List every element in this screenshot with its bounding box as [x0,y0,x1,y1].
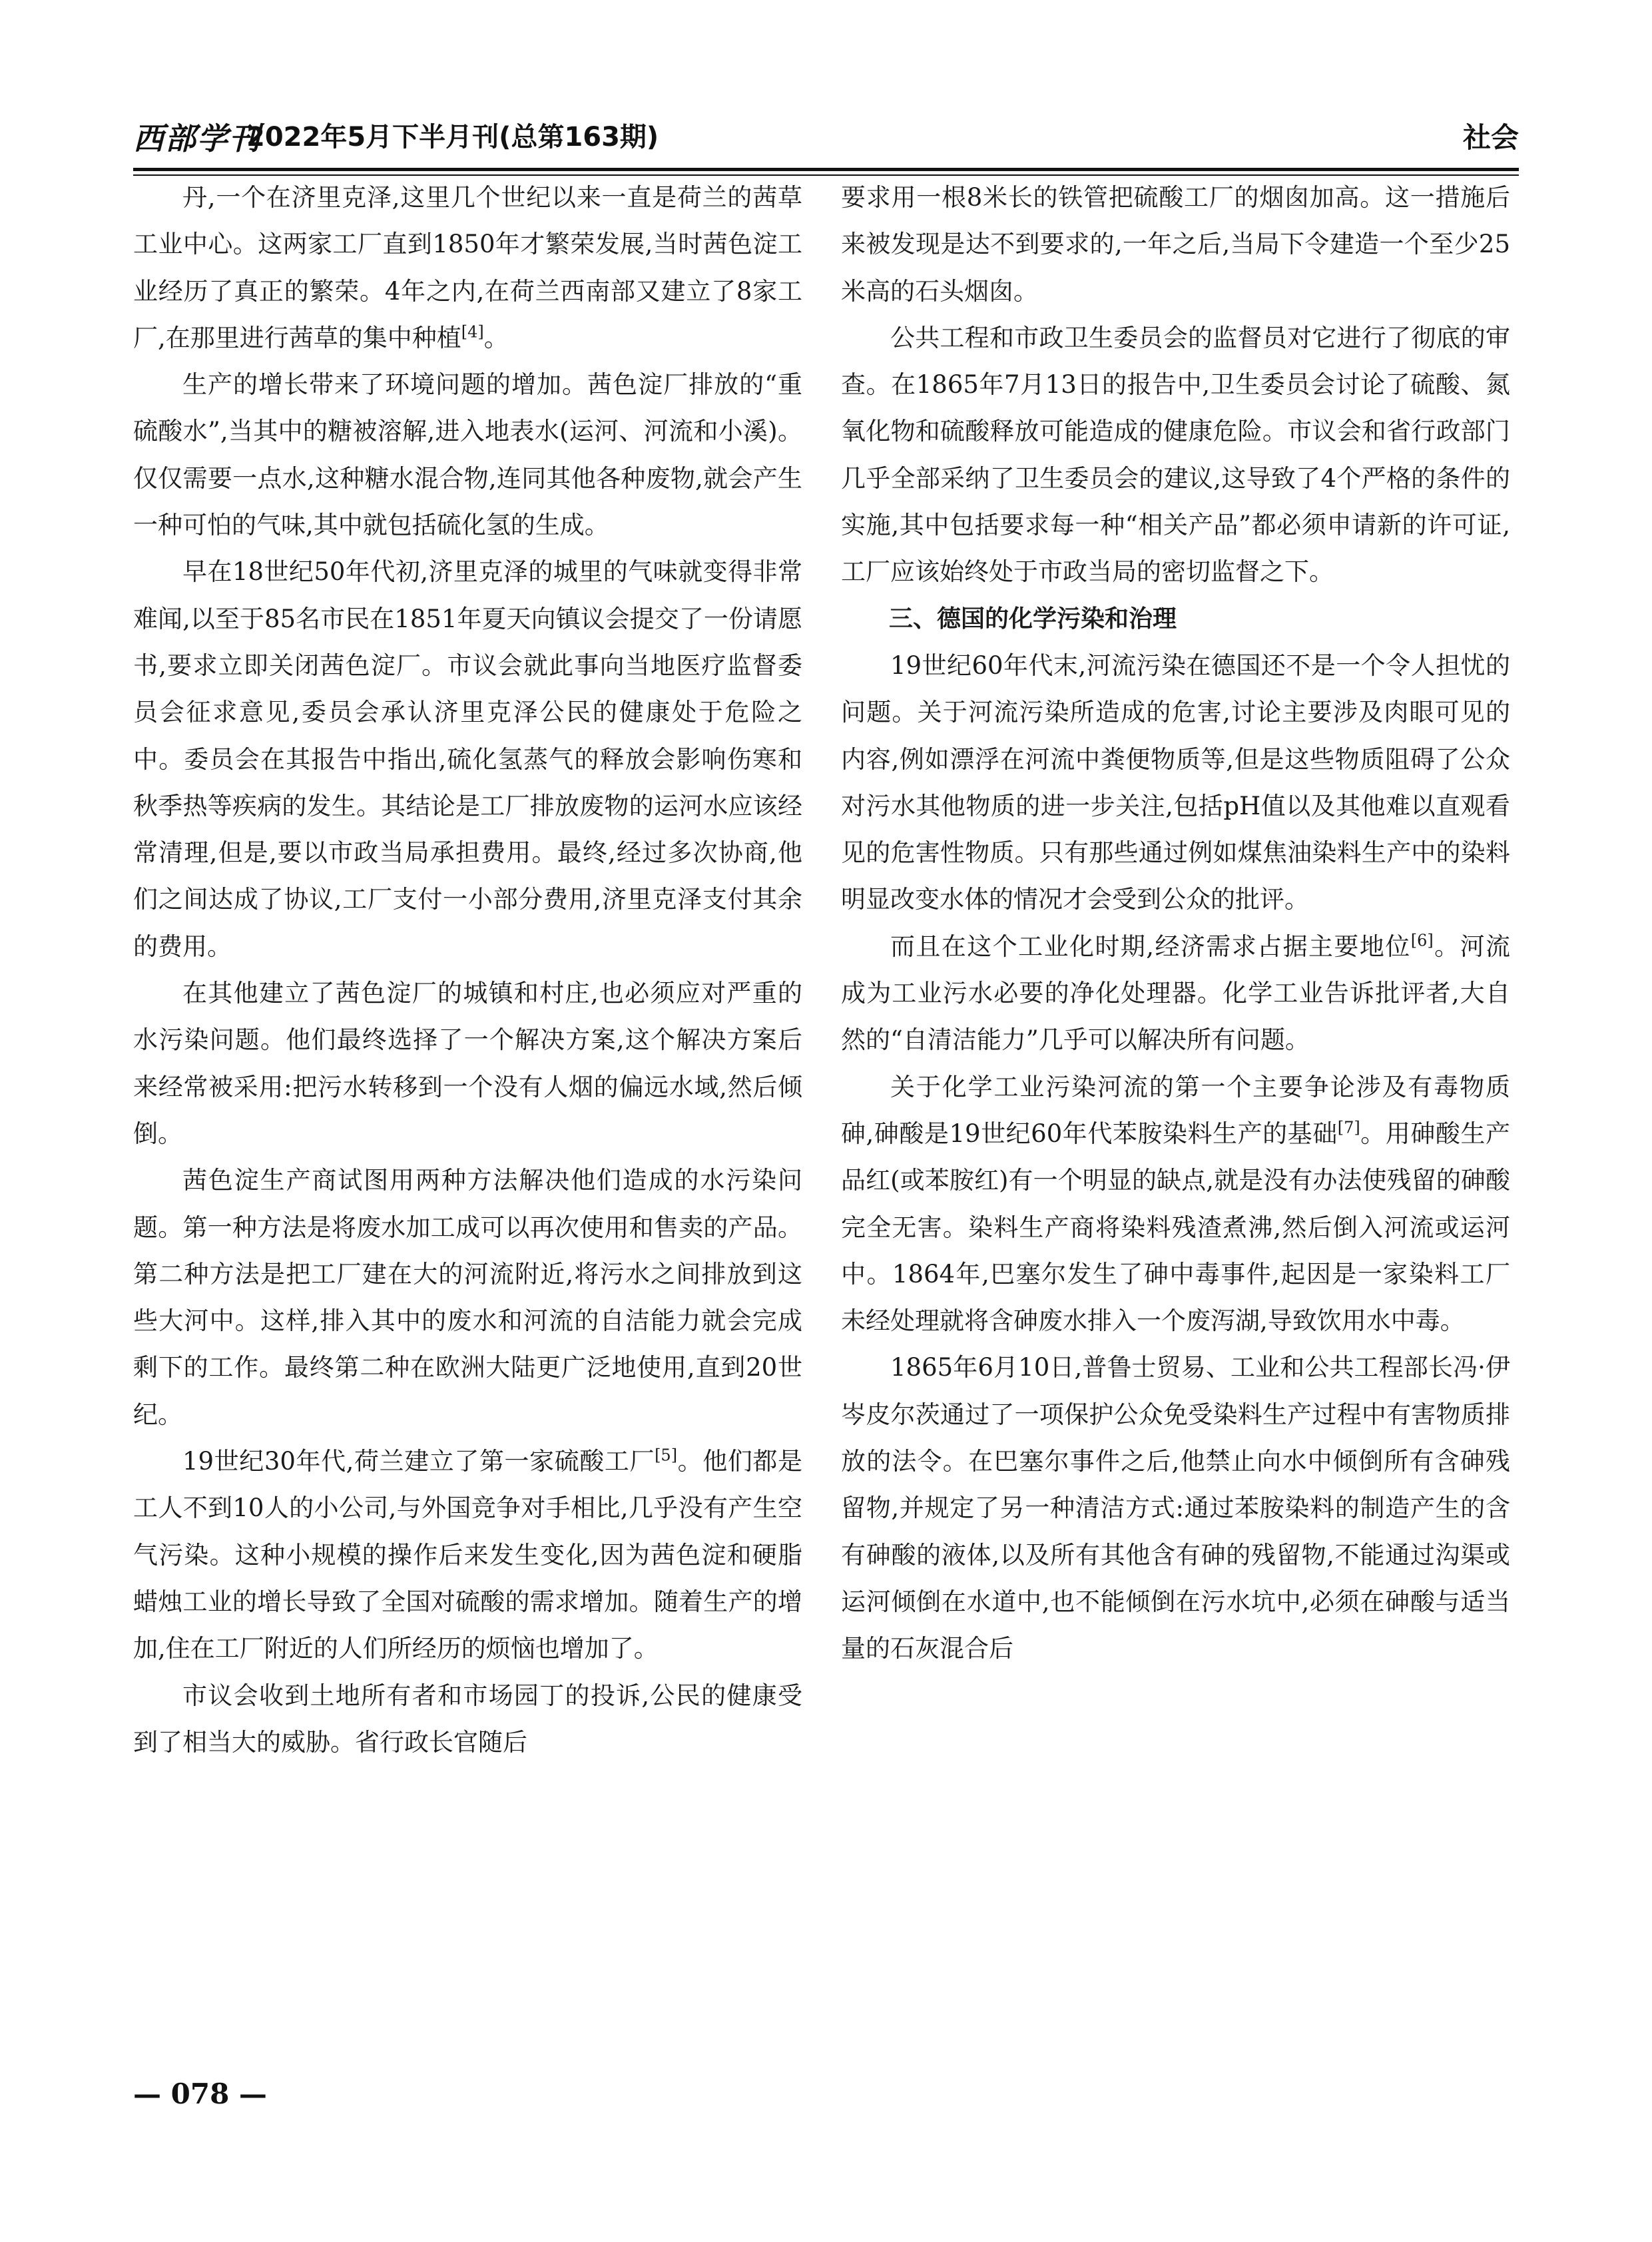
paragraph [841,1344,1510,1672]
paragraph-text-tail: 。他们都是工人不到10人的小公司,与外国竞争对手相比,几乎没有产生空气污染。这种小规模的操作后来发生变化,因为茜色淀和硬脂蜡烛工业的增长导致了全国对硫酸的需求增加。随着生产的增加,住在工厂附近的人们所经历的烦恼也增加了。 [133,1447,802,1663]
paragraph-text: 早在18世纪50年代初,济里克泽的城里的气味就变得非常难闻,以至于85名市民在1851年夏天向镇议会提交了一份请愿书,要求立即关闭茜色淀厂。市议会就此事向当地医疗监督委员会征求意见,委员会承认济里克泽公民的健康处于危险之中。委员会在其报告中指出,硫化氢蒸气的释放会影响伤寒和秋季热等疾病的发生。其结论是工厂排放废物的运河水应该经常清理,但是,要以市政当局承担费用。最终,经过多次协商,他们之间达成了协议,工厂支付一小部分费用,济里克泽支付其余的费用。 [133,557,802,961]
issue-info: 2022年5月下半月刊(总第163期) [246,122,659,152]
paragraph-text: 1865年6月10日,普鲁士贸易、工业和公共工程部长冯·伊岑皮尔茨通过了一项保护公众免受染料生产过程中有害物质排放的法令。在巴塞尔事件之后,他禁止向水中倾倒所有含砷残留物,并规定了另一种清洁方式:通过苯胺染料的制造产生的含有砷酸的液体,以及所有其他含有砷的残留物,不能通过沟渠或运河倾倒在水道中,也不能倾倒在污水坑中,必须在砷酸与适当量的石灰混合后 [841,1353,1510,1663]
page-header [133,112,1519,165]
paragraph-text: 市议会收到土地所有者和市场园丁的投诉,公民的健康受到了相当大的威胁。省行政长官随后 [133,1681,802,1757]
citation-ref: [5] [655,1446,678,1465]
section-label: 社会 [1462,121,1519,154]
paragraph-text: 丹,一个在济里克泽,这里几个世纪以来一直是荷兰的茜草工业中心。这两家工厂直到1850年才繁荣发展,当时茜色淀工业经历了真正的繁荣。4年之内,在荷兰西南部又建立了8家工厂,在那里进行茜草的集中种植 [133,183,802,352]
paragraph [841,643,1510,924]
paragraph [133,1438,802,1672]
paragraph-text: 19世纪60年代末,河流污染在德国还不是一个令人担忧的问题。关于河流污染所造成的危害,讨论主要涉及肉眼可见的内容,例如漂浮在河流中粪便物质等,但是这些物质阻碍了公众对污水其他物质的进一步关注,包括pH值以及其他难以直观看见的危害性物质。只有那些通过例如煤焦油染料生产中的染料明显改变水体的情况才会受到公众的批评。 [841,651,1510,914]
paragraph-text: 公共工程和市政卫生委员会的监督员对它进行了彻底的审查。在1865年7月13日的报告中,卫生委员会讨论了硫酸、氮氧化物和硫酸释放可能造成的健康危险。市议会和省行政部门几乎全部采纳了卫生委员会的建议,这导致了4个严格的条件的实施,其中包括要求每一种“相关产品”都必须申请新的许可证,工厂应该始终处于市政当局的密切监督之下。 [841,323,1510,587]
section-heading [841,596,1510,643]
paragraph-text: 而且在这个工业化时期,经济需求占据主要地位 [890,932,1411,961]
paragraph [841,315,1510,596]
citation-ref: [7] [1337,1118,1360,1137]
left-column [133,174,802,1766]
citation-ref: [6] [1410,931,1434,950]
paragraph [841,924,1510,1064]
paragraph [841,1064,1510,1345]
paragraph-text: 生产的增长带来了环境问题的增加。茜色淀厂排放的“重硫酸水”,当其中的糖被溶解,进入地表水(运河、河流和小溪)。仅仅需要一点水,这种糖水混合物,连同其他各种废物,就会产生一种可怕的气味,其中就包括硫化氢的生成。 [133,370,802,540]
paragraph [133,174,802,362]
paragraph-text: 茜色淀生产商试图用两种方法解决他们造成的水污染问题。第一种方法是将废水加工成可以再次使用和售卖的产品。第二种方法是把工厂建在大的河流附近,将污水之间排放到这些大河中。这样,排入其中的废水和河流的自洁能力就会完成剩下的工作。最终第二种在欧洲大陆更广泛地使用,直到20世纪。 [133,1166,802,1429]
paragraph [133,362,802,549]
paragraph-text-tail: 。 [483,323,509,352]
right-column [841,174,1510,1673]
paragraph-text: 在其他建立了茜色淀厂的城镇和村庄,也必须应对严重的水污染问题。他们最终选择了一个解决方案,这个解决方案后来经常被采用:把污水转移到一个没有人烟的偏远水域,然后倾倒。 [133,979,802,1148]
paragraph [133,549,802,970]
paragraph-text: 三、德国的化学污染和治理 [889,605,1177,633]
paragraph [133,1673,802,1767]
citation-ref: [4] [461,322,484,342]
page-number: — 078 — [133,2078,267,2110]
paragraph-text: 要求用一根8米长的铁管把硫酸工厂的烟囱加高。这一措施后来被发现是达不到要求的,一年之后,当局下令建造一个至少25米高的石头烟囱。 [841,183,1510,306]
paragraph-text-tail: 。用砷酸生产品红(或苯胺红)有一个明显的缺点,就是没有办法使残留的砷酸完全无害。染料生产商将染料残渣煮沸,然后倒入河流或运河中。1864年,巴塞尔发生了砷中毒事件,起因是一家染料工厂未经处理就将含砷废水排入一个废泻湖,导致饮用水中毒。 [841,1119,1510,1336]
header-rule-thick [133,168,1519,171]
paragraph-text-tail: 。河流成为工业污水必要的净化处理器。化学工业告诉批评者,大自然的“自清洁能力”几乎可以解决所有问题。 [841,932,1510,1055]
paragraph-text: 19世纪30年代,荷兰建立了第一家硫酸工厂 [182,1447,655,1476]
paragraph [841,174,1510,315]
paragraph-text: 关于化学工业污染河流的第一个主要争论涉及有毒物质砷,砷酸是19世纪60年代苯胺染料生产的基础 [841,1072,1510,1148]
paragraph [133,970,802,1157]
journal-logo: 西部学刊 [133,121,261,156]
paragraph [133,1157,802,1438]
